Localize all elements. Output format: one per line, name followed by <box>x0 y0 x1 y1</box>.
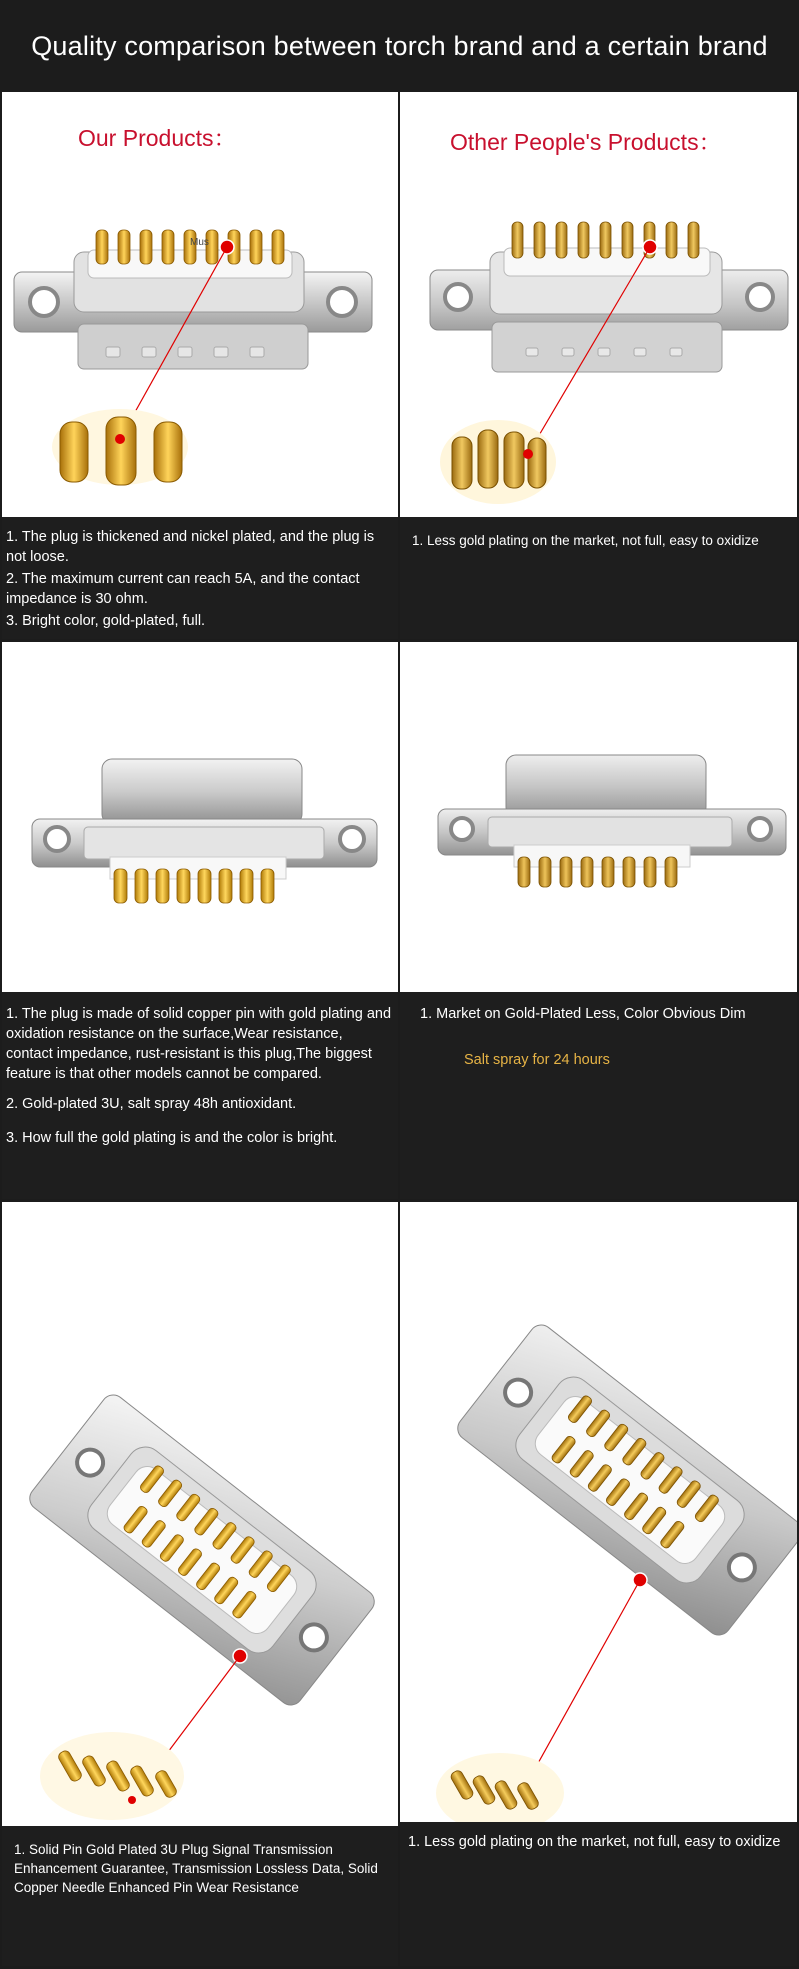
caption-point: 1. Less gold plating on the market, not full, easy to oxidize <box>412 533 759 548</box>
other-product-photo-3 <box>400 1210 797 1822</box>
salt-spray-note: Salt spray for 24 hours <box>464 1052 610 1068</box>
other-product-photo-1 <box>400 92 797 517</box>
caption-point: 2. Gold-plated 3U, salt spray 48h antioxidant. <box>6 1096 297 1112</box>
db15-rear-connector-image <box>2 659 398 992</box>
caption-point: 1. The plug is thickened and nickel plated, and the plug is not loose. <box>6 529 375 565</box>
caption-point: 1. The plug is made of solid copper pin with gold plating and oxidation resistance on the surface,Wear resistance, contact impedance, rust-resistant is this plug,The biggest feature is that other models cannot be compared. <box>6 1006 392 1082</box>
caption-point: 1. Market on Gold-Plated Less, Color Obvious Dim <box>420 1006 746 1022</box>
caption-point: 1. Less gold plating on the market, not full, easy to oxidize <box>408 1834 781 1850</box>
our-product-caption-2 <box>2 992 398 1199</box>
other-product-photo-2 <box>400 659 797 992</box>
grid-divider-row2 <box>0 1199 799 1202</box>
our-product-caption-1 <box>2 517 398 639</box>
connector-stamp-text: Mus <box>190 237 209 248</box>
caption-point: 3. How full the gold plating is and the color is bright. <box>6 1130 338 1146</box>
other-product-caption-2 <box>400 992 797 1199</box>
other-product-caption-1 <box>400 517 797 639</box>
db15-angled-connector-image <box>2 1210 398 1826</box>
db15-front-connector-image <box>2 92 398 517</box>
our-products-heading: Our Products： <box>78 125 237 151</box>
page-header <box>0 0 799 92</box>
our-product-photo-2 <box>2 659 398 992</box>
caption-point: 1. Solid Pin Gold Plated 3U Plug Signal Transmission Enhancement Guarantee, Transmission Lossless Data, Solid Copper Needle Enhanced Pin Wear Resistance <box>14 1842 378 1895</box>
page-title: Quality comparison between torch brand and a certain brand <box>31 30 768 61</box>
comparison-grid <box>0 92 799 1969</box>
other-products-heading: Other People's Products： <box>450 129 722 155</box>
other-product-caption-3 <box>400 1822 797 1966</box>
db15-rear-connector-other-image <box>400 659 797 992</box>
db15-angled-connector-other-image <box>400 1210 797 1822</box>
grid-divider-row1 <box>0 639 799 642</box>
our-product-caption-3 <box>2 1826 398 1966</box>
our-product-photo-3 <box>2 1210 398 1826</box>
our-product-photo-1 <box>2 92 398 517</box>
caption-point: 2. The maximum current can reach 5A, and the contact impedance is 30 ohm. <box>6 571 360 607</box>
caption-point: 3. Bright color, gold-plated, full. <box>6 613 206 629</box>
